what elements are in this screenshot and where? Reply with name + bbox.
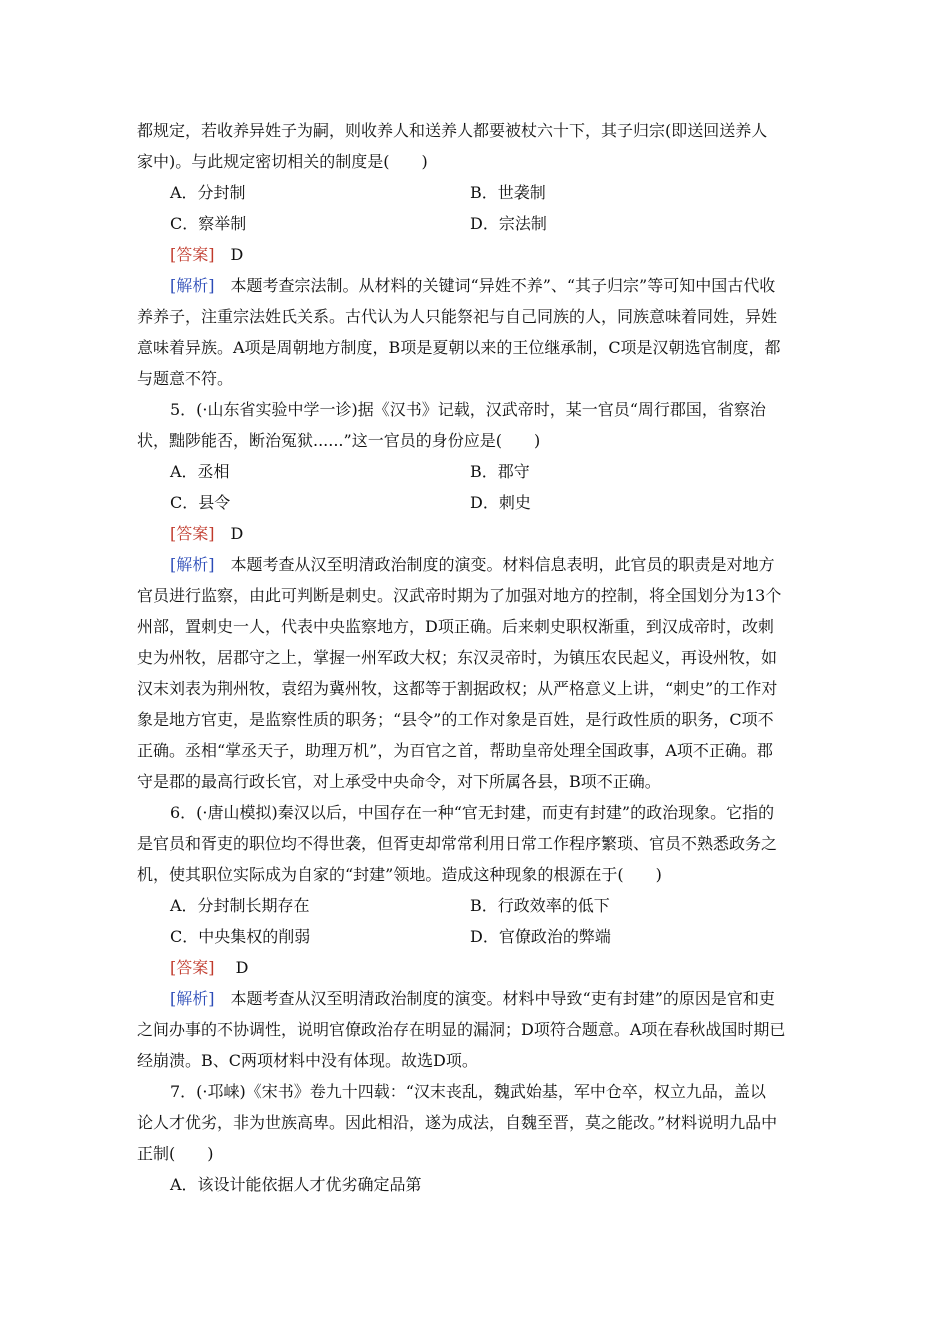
answer-value: D	[230, 524, 244, 543]
q7-stem-line-2: 论人才优劣，非为世族高卑。因此相沿，遂为成法，自魏至晋，莫之能改。”材料说明九品中	[137, 1113, 778, 1132]
answer-tag: [答案]	[170, 524, 215, 543]
q7-stem-line-1: 7．(·邛崃)《宋书》卷九十四载：“汉末丧乱，魏武始基，军中仓卒，权立九品，盖以	[170, 1082, 766, 1101]
q4-analysis-line-3: 意味着异族。A项是周朝地方制度，B项是夏朝以来的王位继承制，C项是汉朝选官制度，都	[137, 338, 781, 357]
q5-answer	[170, 524, 243, 544]
q4-option-b: B．世袭制	[470, 183, 546, 202]
q4-stem-line-1: 都规定，若收养异姓子为嗣，则收养人和送养人都要被杖六十下，其子归宗(即送回送养人	[137, 121, 768, 140]
q5-analysis-line-3: 州部，置刺史一人，代表中央监察地方，D项正确。后来刺史职权渐重，到汉成帝时，改刺	[137, 617, 774, 636]
analysis-text: 本题考查从汉至明清政治制度的演变。材料信息表明，此官员的职责是对地方	[230, 555, 775, 574]
analysis-tag: [解析]	[170, 276, 215, 295]
q4-option-a: A．分封制	[170, 183, 246, 202]
analysis-text: 本题考查宗法制。从材料的关键词“异姓不养”、“其子归宗”等可知中国古代收	[230, 276, 776, 295]
q7-option-a: A．该设计能依据人才优劣确定品第	[170, 1175, 422, 1194]
q5-analysis-line-6: 象是地方官吏，是监察性质的职务；“县令”的工作对象是百姓，是行政性质的职务，C项不	[137, 710, 774, 729]
q6-stem-line-3: 机，使其职位实际成为自家的“封建”领地。造成这种现象的根源在于( )	[137, 865, 662, 884]
q4-answer	[170, 245, 243, 265]
q5-analysis-line-4: 史为州牧，居郡守之上，掌握一州军政大权；东汉灵帝时，为镇压农民起义，再设州牧，如	[137, 648, 778, 667]
q5-option-c: C．县令	[170, 493, 231, 512]
analysis-tag: [解析]	[170, 555, 215, 574]
q6-analysis-line-1	[170, 989, 775, 1009]
q6-option-d: D．官僚政治的弊端	[470, 927, 611, 946]
q5-analysis-line-1	[170, 555, 775, 575]
q5-option-d: D．刺史	[470, 493, 531, 512]
q6-analysis-line-3: 经崩溃。B、C两项材料中没有体现。故选D项。	[137, 1051, 478, 1070]
q5-analysis-line-8: 守是郡的最高行政长官，对上承受中央命令，对下所属各县，B项不正确。	[137, 772, 661, 791]
q6-option-b: B．行政效率的低下	[470, 896, 610, 915]
answer-tag: [答案]	[170, 958, 215, 977]
q5-analysis-line-5: 汉末刘表为荆州牧，袁绍为冀州牧，这都等于割据政权；从严格意义上讲，“刺史”的工作对	[137, 679, 778, 698]
q4-stem-line-2: 家中)。与此规定密切相关的制度是( )	[137, 152, 428, 171]
q4-analysis-line-2: 养养子，注重宗法姓氏关系。古代认为人只能祭祀与自己同族的人，同族意味着同姓，异姓	[137, 307, 778, 326]
q4-option-c: C．察举制	[170, 214, 247, 233]
q7-stem-line-3: 正制( )	[137, 1144, 214, 1163]
q6-stem-line-1: 6．(·唐山模拟)秦汉以后，中国存在一种“官无封建，而吏有封建”的政治现象。它指的	[170, 803, 775, 822]
q6-option-a: A．分封制长期存在	[170, 896, 310, 915]
q5-analysis-line-7: 正确。丞相“掌丞天子，助理万机”，为百官之首，帮助皇帝处理全国政事，A项不正确。郡	[137, 741, 773, 760]
q6-analysis-line-2: 之间办事的不协调性，说明官僚政治存在明显的漏洞；D项符合题意。A项在春秋战国时期已	[137, 1020, 786, 1039]
analysis-tag: [解析]	[170, 989, 215, 1008]
q6-answer	[170, 958, 248, 978]
q4-option-d: D．宗法制	[470, 214, 547, 233]
q5-analysis-line-2: 官员进行监察，由此可判断是刺史。汉武帝时期为了加强对地方的控制，将全国划分为13个	[137, 586, 782, 605]
answer-value: D	[230, 245, 244, 264]
q6-option-c: C．中央集权的削弱	[170, 927, 311, 946]
q5-stem-line-1: 5．(·山东省实验中学一诊)据《汉书》记载，汉武帝时，某一官员“周行郡国，省察治	[170, 400, 766, 419]
q5-option-b: B．郡守	[470, 462, 530, 481]
q4-analysis-line-4: 与题意不符。	[137, 369, 234, 388]
analysis-text: 本题考查从汉至明清政治制度的演变。材料中导致“吏有封建”的原因是官和吏	[230, 989, 775, 1008]
q5-stem-line-2: 状，黜陟能否，断治冤狱......”这一官员的身份应是( )	[137, 431, 541, 450]
q6-stem-line-2: 是官员和胥吏的职位均不得世袭，但胥吏却常常利用日常工作程序繁琐、官员不熟悉政务之	[137, 834, 778, 853]
answer-tag: [答案]	[170, 245, 215, 264]
q4-analysis-line-1	[170, 276, 775, 296]
answer-value: D	[235, 958, 249, 977]
q5-option-a: A．丞相	[170, 462, 230, 481]
